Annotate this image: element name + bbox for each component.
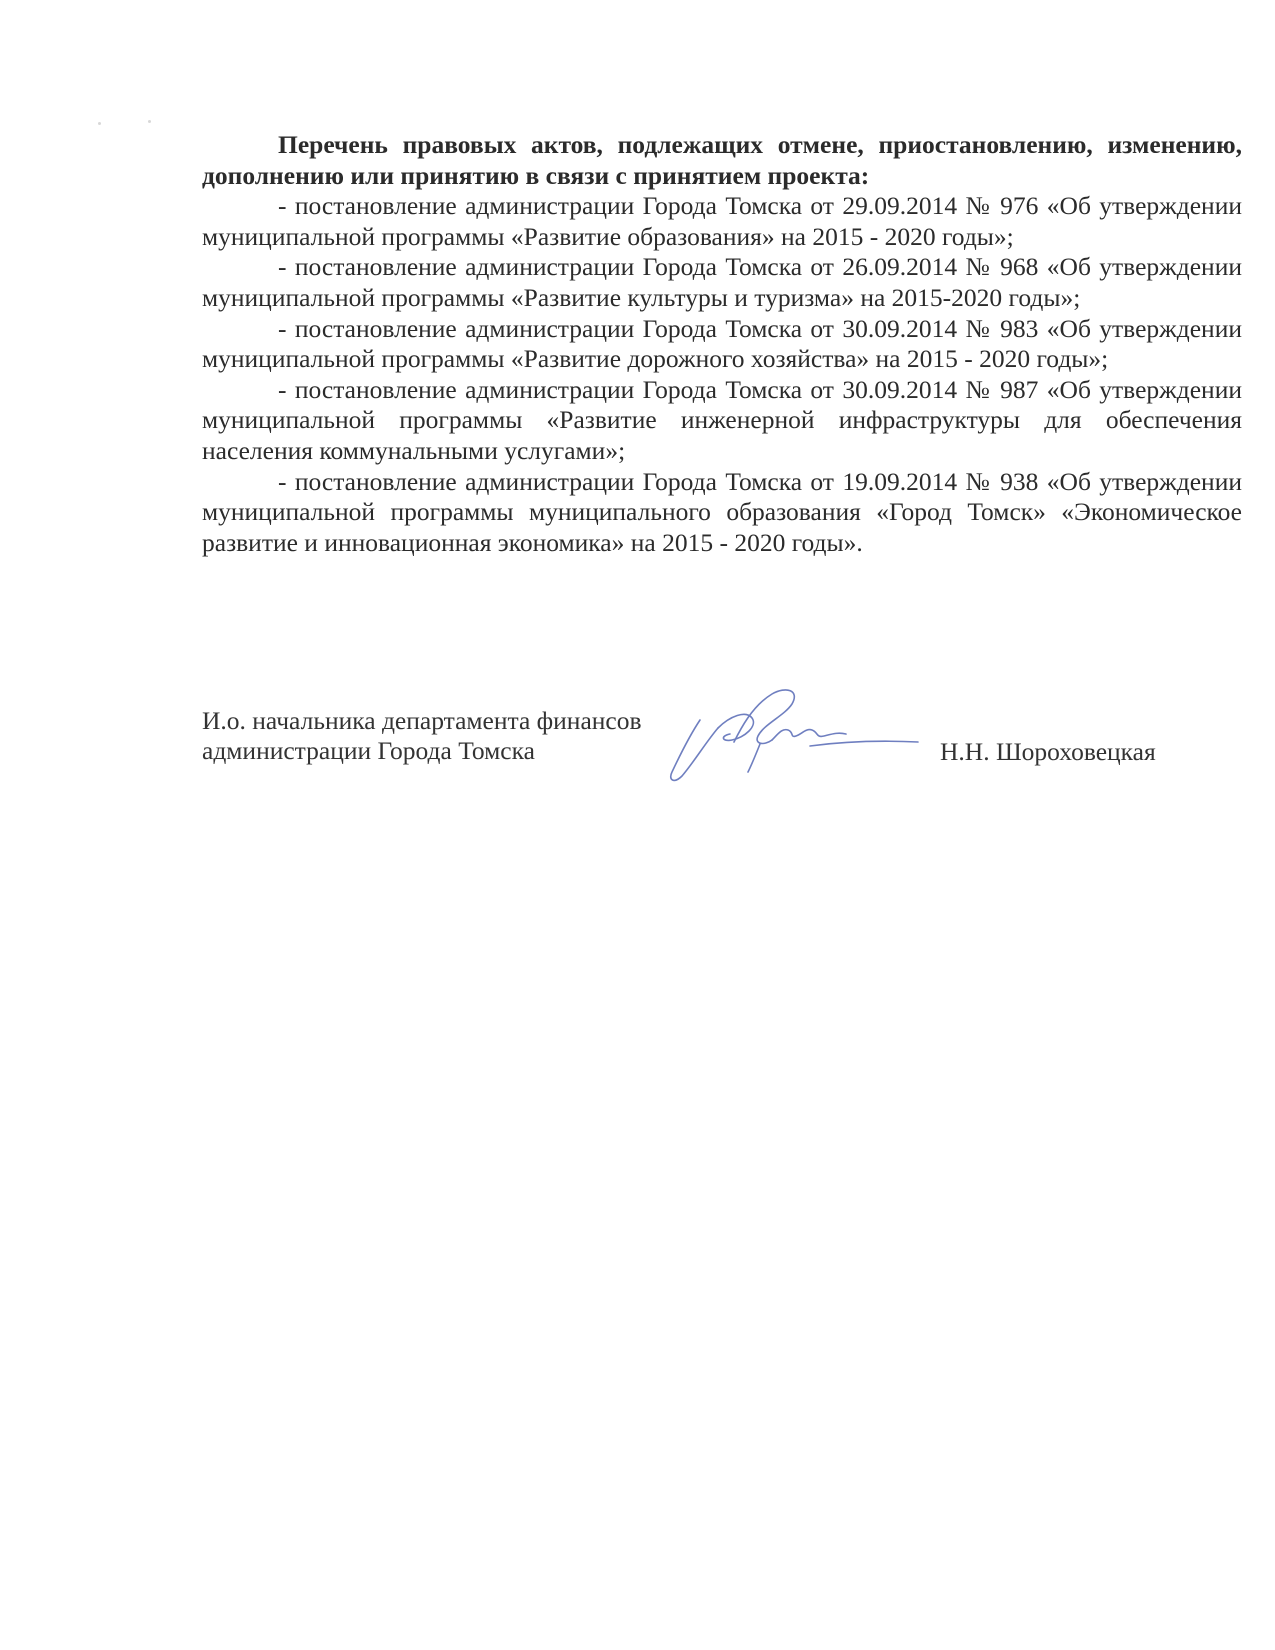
document-heading: Перечень правовых актов, подлежащих отмене, приостановлению, изменению, дополнению или принятию в связи с принятием проекта: [202, 130, 1242, 190]
signer-position [202, 706, 642, 766]
signer-name: Н.Н. Шороховецкая [940, 737, 1156, 766]
list-item: - постановление администрации Города Томска от 30.09.2014 № 983 «Об утверждении муниципальной программы «Развитие дорожного хозяйства» на 2015 - 2020 годы»; [202, 313, 1242, 374]
list-item: - постановление администрации Города Томска от 26.09.2014 № 968 «Об утверждении муниципальной программы «Развитие культуры и туризма» на 2015-2020 годы»; [202, 252, 1242, 312]
list-item: - постановление администрации Города Томска от 29.09.2014 № 976 «Об утверждении муниципальной программы «Развитие образования» на 2015 - 2020 годы»; [202, 191, 1242, 251]
signer-position-line: И.о. начальника департамента финансов [202, 706, 642, 735]
document-body [202, 130, 1242, 558]
list-item: - постановление администрации Города Томска от 19.09.2014 № 938 «Об утверждении муниципальной программы муниципального образования «Город Томск» «Экономическое развитие и инновационная экономика» на 2015 - 2020 годы». [202, 466, 1242, 557]
signer-position-line: администрации Города Томска [202, 736, 535, 765]
scan-speck [148, 120, 151, 123]
list-item: - постановление администрации Города Томска от 30.09.2014 № 987 «Об утверждении муниципальной программы «Развитие инженерной инфраструктуры для обеспечения населения коммунальными услугами»; [202, 374, 1242, 465]
scan-speck [98, 122, 101, 125]
handwritten-signature [660, 680, 930, 800]
